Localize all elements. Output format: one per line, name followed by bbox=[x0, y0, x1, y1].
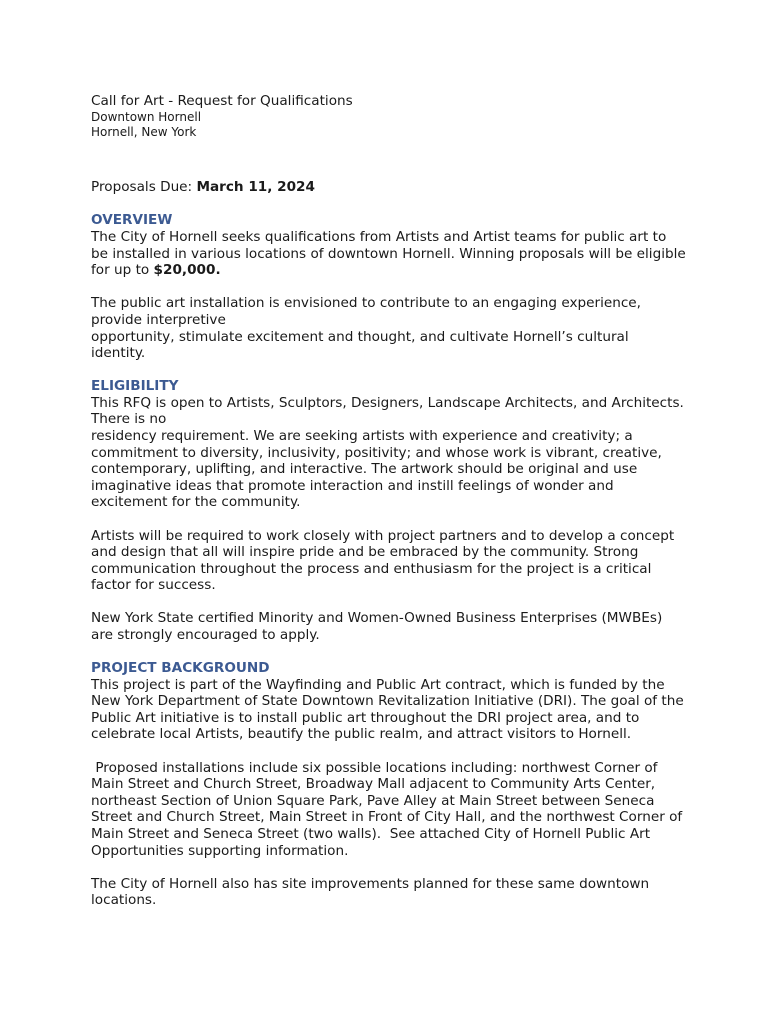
background-paragraph-3: The City of Hornell also has site improvements planned for these same downtown locations. bbox=[91, 875, 650, 909]
eligibility-paragraph-2: Artists will be required to work closely with project partners and to develop a concept and design that all will inspire pride and be embraced by the community. Strong communication throughout the process and enthusiasm for the project is a critical factor for success. bbox=[91, 527, 675, 594]
proposals-due bbox=[91, 179, 687, 196]
overview-heading: OVERVIEW bbox=[91, 212, 173, 228]
overview-paragraph-1 bbox=[91, 229, 687, 279]
eligibility-paragraph-3: New York State certified Minority and Women-Owned Business Enterprises (MWBEs) are strongly encouraged to apply. bbox=[91, 610, 663, 644]
overview-paragraph-1-text: The City of Hornell seeks qualifications from Artists and Artist teams for public art to be installed in various locations of downtown Hornell. Winning proposals will be eligible for up to bbox=[91, 229, 686, 279]
document-title: Call for Art - Request for Qualifications bbox=[91, 93, 353, 109]
overview-paragraph-2-line-a: The public art installation is envisioned to contribute to an engaging experience, provide interpretive bbox=[91, 295, 641, 328]
eligibility-paragraph-1-line-b: residency requirement. We are seeking artists with experience and creativity; a commitment to diversity, inclusivity, positivity; and whose work is vibrant, creative, contemporary, uplifting, and interactive. The artwork should be original and use imaginative ideas that promote interaction and instill feelings of wonder and excitement for the community. bbox=[91, 427, 662, 511]
overview-award-amount: $20,000. bbox=[153, 262, 221, 279]
proposals-due-label: Proposals Due: bbox=[91, 179, 197, 195]
project-background-heading: PROJECT BACKGROUND bbox=[91, 659, 270, 676]
overview-paragraph-2-line-b: opportunity, stimulate excitement and thought, and cultivate Hornell’s cultural identity. bbox=[91, 328, 629, 362]
eligibility-paragraph-1-line-a: This RFQ is open to Artists, Sculptors, Designers, Landscape Architects, and Architects. There is no bbox=[91, 394, 684, 428]
eligibility-heading: ELIGIBILITY bbox=[91, 377, 179, 394]
proposals-due-date: March 11, 2024 bbox=[196, 179, 315, 195]
document-page bbox=[91, 93, 687, 909]
background-paragraph-2: Proposed installations include six possible locations including: northwest Corner of Main Street and Church Street, Broadway Mall adjacent to Community Arts Center, northeast Section of Union Square Park, Pave Alley at Main Street between Seneca Street and Church Street, Main Street in Front of City Hall, and the northwest Corner of Main Street and Seneca Street (two walls). See attached City of Hornell Public Art Opportunities supporting information. bbox=[91, 759, 687, 859]
eligibility-paragraph-1 bbox=[91, 395, 687, 511]
overview-paragraph-2 bbox=[91, 295, 687, 361]
location-line-2: Hornell, New York bbox=[91, 125, 197, 139]
location-line-1: Downtown Hornell bbox=[91, 110, 202, 124]
background-paragraph-1: This project is part of the Wayfinding and Public Art contract, which is funded by the New York Department of State Downtown Revitalization Initiative (DRI). The goal of the Public Art initiative is to install public art throughout the DRI project area, and to celebrate local Artists, beautify the public realm, and attract visitors to Hornell. bbox=[91, 676, 684, 743]
